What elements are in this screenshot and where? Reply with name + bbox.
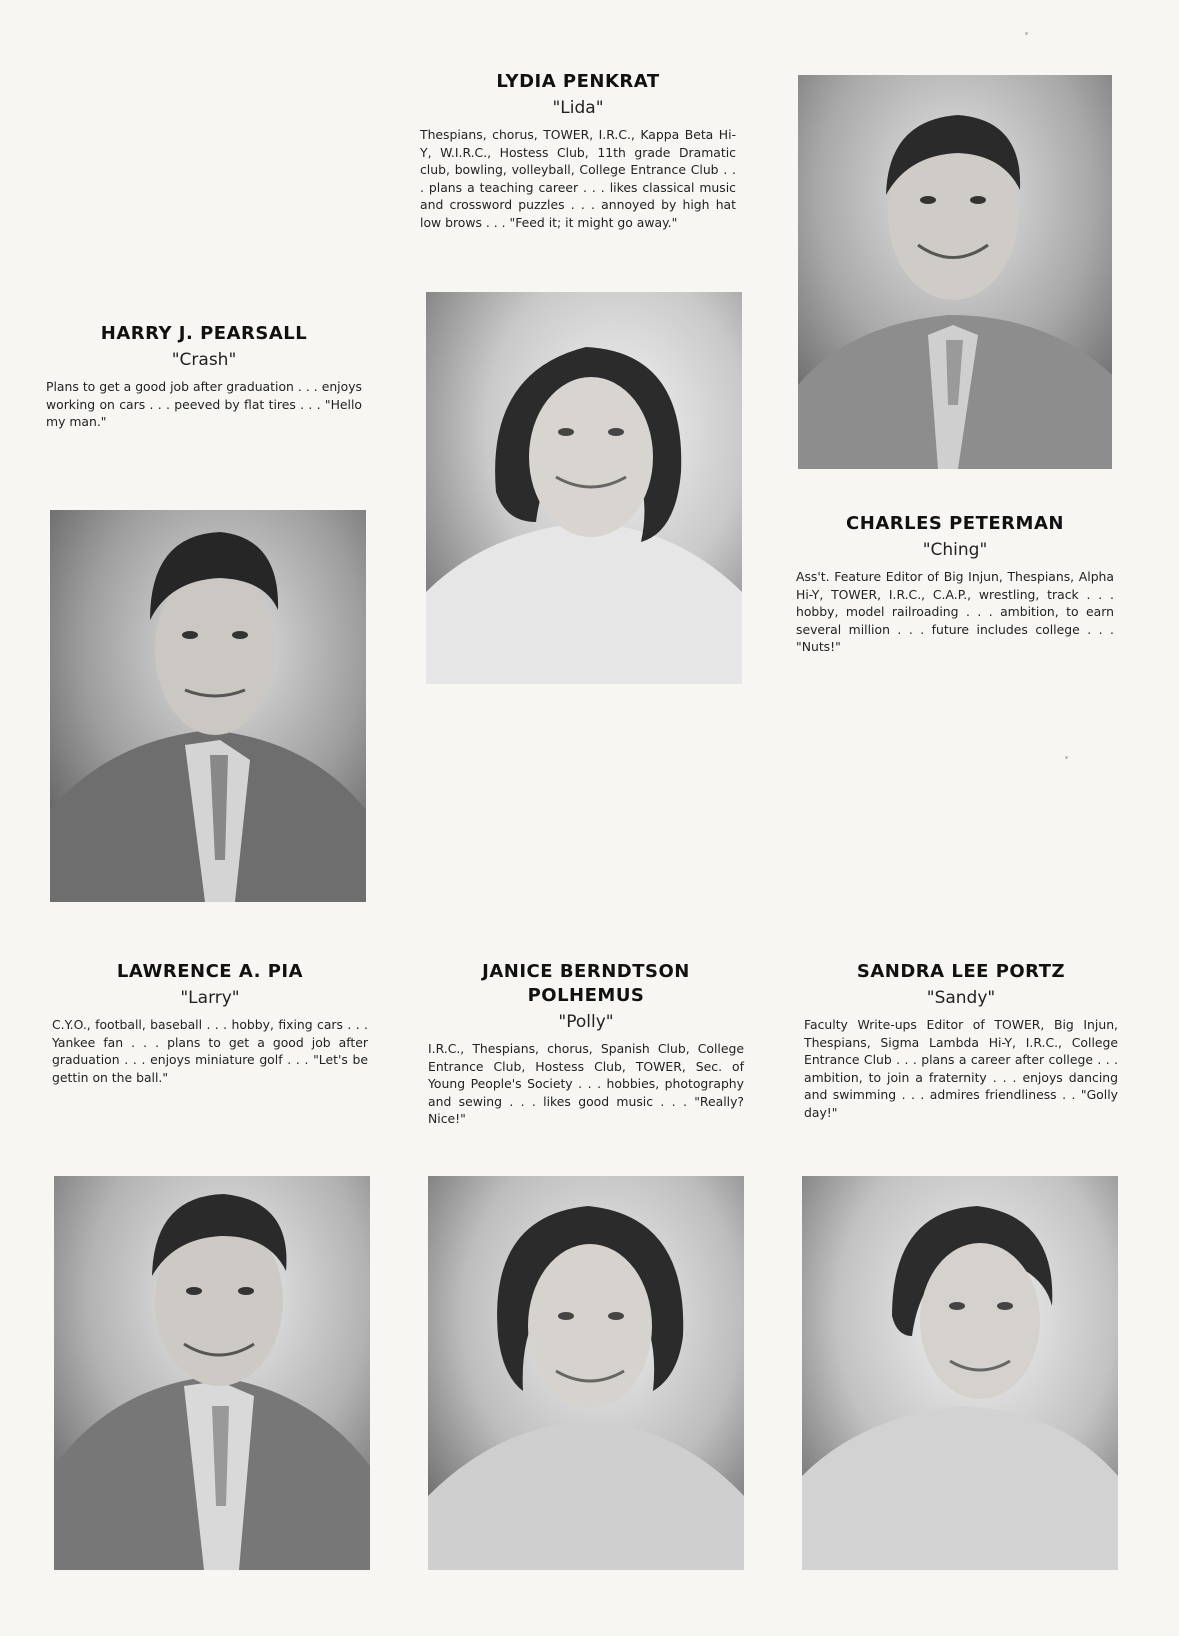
student-nickname: "Ching" bbox=[922, 540, 988, 560]
student-name: LYDIA PENKRAT bbox=[496, 71, 660, 92]
student-name: SANDRA LEE PORTZ bbox=[856, 961, 1066, 982]
student-bio: I.R.C., Thespians, chorus, Spanish Club, College Entrance Club, Hostess Club, TOWER, Sec. of Young People's Society . . . hobbies, photography and sewing . . . likes good music . . . "Really? Nice!" bbox=[428, 1041, 744, 1127]
student-nickname: "Lida" bbox=[552, 98, 604, 118]
entry-janice-polhemus bbox=[428, 960, 744, 1128]
student-bio: C.Y.O., football, baseball . . . hobby, fixing cars . . . Yankee fan . . . plans to get a good job after graduation . . . enjoys miniature golf . . . "Let's be gettin on the ball." bbox=[52, 1017, 368, 1085]
student-bio: Plans to get a good job after graduation . . . enjoys working on cars . . . peeved by flat tires . . . "Hello my man." bbox=[46, 379, 362, 430]
portrait-lawrence-pia bbox=[54, 1176, 370, 1570]
student-bio: Faculty Write-ups Editor of TOWER, Big Injun, Thespians, Sigma Lambda Hi-Y, I.R.C., College Entrance Club . . . plans a career after college . . . ambition, to join a fraternity . . . enjoys dancing and swimming . . . admires friendliness . . "Golly day!" bbox=[804, 1017, 1118, 1120]
entry-lawrence-pia bbox=[52, 960, 368, 1086]
student-nickname: "Sandy" bbox=[926, 988, 996, 1008]
entry-harry-pearsall bbox=[46, 322, 362, 431]
student-nickname: "Crash" bbox=[171, 350, 237, 370]
portrait-sandra-portz bbox=[802, 1176, 1118, 1570]
portrait-charles-peterman bbox=[798, 75, 1112, 469]
portrait-janice-polhemus bbox=[428, 1176, 744, 1570]
student-bio: Ass't. Feature Editor of Big Injun, Thespians, Alpha Hi-Y, TOWER, I.R.C., C.A.P., wrestling, track . . . hobby, model railroading . . . ambition, to earn several million . . . future includes college . . . "Nuts!" bbox=[796, 569, 1114, 655]
portrait-lydia-penkrat bbox=[426, 292, 742, 684]
page-speck bbox=[1025, 32, 1028, 35]
portrait-harry-pearsall bbox=[50, 510, 366, 902]
entry-charles-peterman bbox=[796, 512, 1114, 656]
student-name: LAWRENCE A. PIA bbox=[116, 961, 304, 982]
student-name-line2: POLHEMUS bbox=[527, 985, 645, 1006]
entry-sandra-portz bbox=[804, 960, 1118, 1122]
student-nickname: "Larry" bbox=[180, 988, 240, 1008]
student-name: HARRY J. PEARSALL bbox=[100, 323, 308, 344]
student-name-line1: JANICE BERNDTSON bbox=[482, 961, 690, 982]
student-bio: Thespians, chorus, TOWER, I.R.C., Kappa Beta Hi-Y, W.I.R.C., Hostess Club, 11th grade Dramatic club, bowling, volleyball, College Entrance Club . . . plans a teaching career . . . likes classical music and crossword puzzles . . . annoyed by high hat low brows . . . "Feed it; it might go away." bbox=[420, 127, 736, 230]
student-name: CHARLES PETERMAN bbox=[846, 513, 1064, 534]
entry-lydia-penkrat bbox=[420, 70, 736, 232]
student-nickname: "Polly" bbox=[558, 1012, 614, 1032]
page-speck bbox=[1065, 756, 1068, 759]
